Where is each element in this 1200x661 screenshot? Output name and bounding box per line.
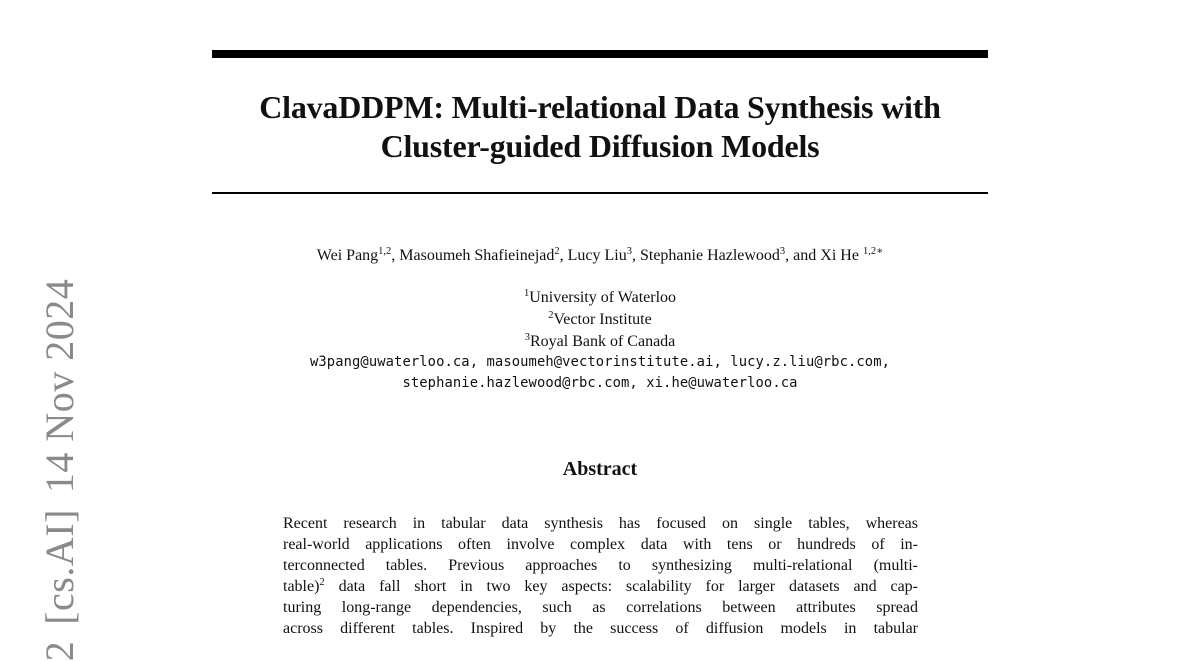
author-name: Masoumeh Shafieinejad [399,247,555,264]
abstract-line: real-world applications often involve complex data with tens or hundreds of in- [283,536,918,553]
author-list [212,245,988,267]
author-separator: , [631,247,640,264]
affiliation [212,287,988,309]
abstract-line-prefix: table) [283,578,320,595]
email-line-1[interactable]: w3pang@uwaterloo.ca, masoumeh@vectorinstitute.ai, lucy.z.liu@rbc.com, [309,354,891,370]
email-line-2[interactable]: stephanie.hazlewood@rbc.com, xi.he@uwaterloo.ca [402,375,798,391]
author [317,247,392,264]
author-affiliation-mark: 2 [554,246,560,257]
abstract-heading: Abstract [562,458,638,480]
title-top-rule [212,50,988,58]
abstract-line: Recent research in tabular data synthesis has focused on single tables, whereas [283,515,918,532]
arxiv-date: 14 Nov 2024 [37,278,82,494]
affiliation-mark: 1 [523,288,530,299]
paper-title-line-1: ClavaDDPM: Multi-relational Data Synthesis with [259,89,941,125]
author-affiliation-mark: 1,2∗ [862,246,884,257]
abstract-line: across different tables. Inspired by the success of diffusion models in tabular [283,620,918,637]
author-emails [212,352,988,394]
author-affiliation-mark: 3 [626,246,632,257]
abstract-line-rest: data fall short in two key aspects: scalability for larger datasets and cap- [338,578,919,595]
arxiv-id-fragment: 2 [37,640,82,661]
affiliation-name: Vector Institute [553,311,652,328]
author-name: Lucy Liu [567,247,627,264]
affiliation-name: Royal Bank of Canada [529,333,676,350]
author-separator: , and [785,247,821,264]
affiliation-mark: 3 [524,332,530,343]
title-bottom-rule [212,192,988,194]
author [399,247,559,264]
abstract-body [283,513,918,639]
footnote-mark[interactable]: 2 [319,577,325,588]
affiliation-list [212,287,988,353]
arxiv-category: [cs.AI] [37,509,82,625]
author-affiliation-mark: 1,2 [378,246,392,257]
arxiv-side-stamp [38,279,82,661]
affiliation-mark: 2 [548,310,554,321]
abstract-line [283,576,918,597]
affiliation [212,331,988,353]
author [640,247,785,264]
author [568,247,632,264]
affiliation-name: University of Waterloo [529,289,677,306]
abstract-line: turing long-range dependencies, such as correlations between attributes spread [283,599,918,616]
author-name: Xi He [820,247,863,264]
author-affiliation-mark: 3 [779,246,786,257]
author-name: Wei Pang [316,247,379,264]
author-separator: , [559,247,568,264]
author-name: Stephanie Hazlewood [639,247,780,264]
abstract-line: terconnected tables. Previous approaches to synthesizing multi-relational (multi- [283,557,918,574]
author [820,247,883,264]
affiliation [212,309,988,331]
paper-title-line-2: Cluster-guided Diffusion Models [380,128,820,164]
paper-title [212,88,988,166]
author-separator: , [391,247,400,264]
